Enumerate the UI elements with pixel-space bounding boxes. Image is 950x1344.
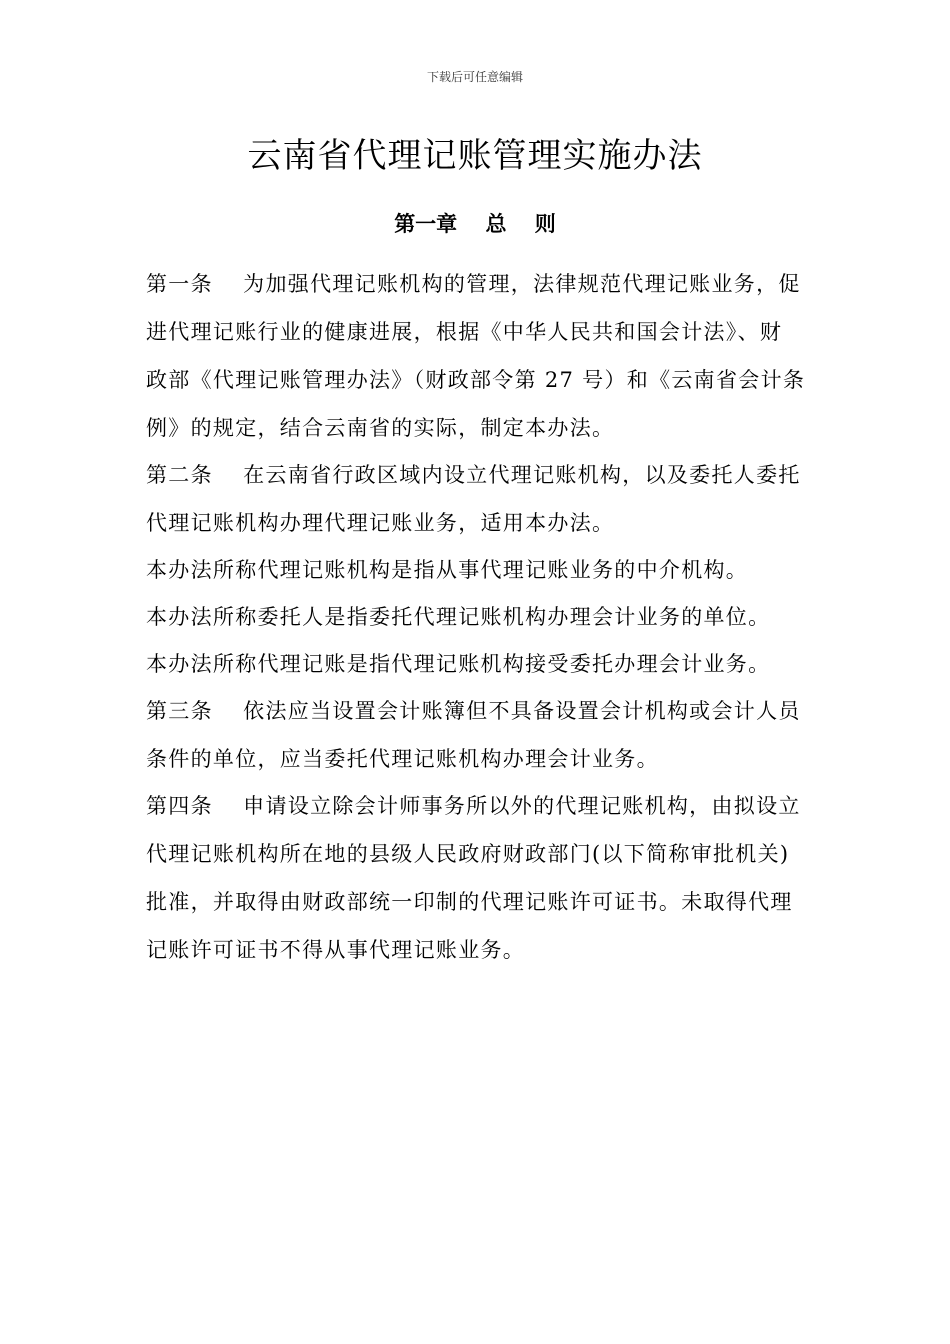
paragraph-line: 本办法所称委托人是指委托代理记账机构办理会计业务的单位。 [146, 605, 771, 629]
paragraph-line: 批准，并取得由财政部统一印制的代理记账许可证书。未取得代理 [146, 890, 793, 914]
paragraph-line: 本办法所称代理记账是指代理记账机构接受委托办理会计业务。 [146, 652, 771, 676]
paragraph-line: 本办法所称代理记账机构是指从事代理记账业务的中介机构。 [146, 558, 749, 582]
paragraph-line: 条件的单位，应当委托代理记账机构办理会计业务。 [146, 747, 659, 771]
paragraph-line: 代理记账机构办理代理记账业务，适用本办法。 [146, 511, 615, 535]
definition-bookkeeping-paragraph [146, 654, 806, 675]
definition-agency-paragraph [146, 560, 806, 581]
document-body [146, 274, 806, 987]
paragraph-line: 第二条 在云南省行政区域内设立代理记账机构，以及委托人委托 [146, 463, 801, 487]
paragraph-line: 第四条 申请设立除会计师事务所以外的代理记账机构，由拟设立 [146, 794, 801, 818]
article-4-paragraph [146, 796, 806, 961]
paragraph-line: 记账许可证书不得从事代理记账业务。 [146, 938, 526, 962]
document-title: 云南省代理记账管理实施办法 [247, 136, 703, 176]
paragraph-line: 第一条 为加强代理记账机构的管理，法律规范代理记账业务，促 [146, 272, 801, 296]
header-note: 下载后可任意编辑 [426, 70, 523, 84]
chapter-heading: 第一章 总 则 [394, 211, 556, 236]
paragraph-line: 进代理记账行业的健康进展，根据《中华人民共和国会计法》、财 [146, 320, 783, 344]
paragraph-line: 代理记账机构所在地的县级人民政府财政部门(以下简称审批机关) [146, 842, 790, 866]
paragraph-line: 第三条 依法应当设置会计账簿但不具备设置会计机构或会计人员 [146, 699, 801, 723]
article-2-paragraph [146, 465, 806, 534]
article-3-paragraph [146, 701, 806, 770]
definition-client-paragraph [146, 607, 806, 628]
paragraph-line: 例》的规定，结合云南省的实际，制定本办法。 [146, 416, 615, 440]
paragraph-line: 政部《代理记账管理办法》（财政部令第 27 号）和《云南省会计条 [146, 368, 806, 392]
article-1-paragraph [146, 274, 806, 439]
